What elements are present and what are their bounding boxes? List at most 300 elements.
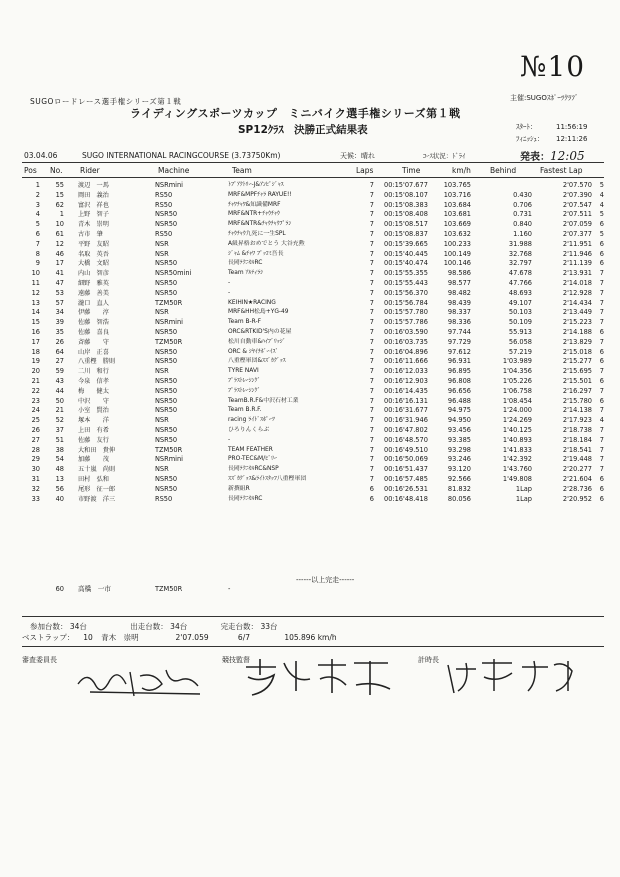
cell-laps: 7	[369, 474, 374, 483]
weather: 天候：晴れ	[340, 152, 375, 160]
finishers-label: 完走台数：	[220, 622, 259, 631]
cell-no: 21	[55, 406, 64, 415]
cell-no: 15	[55, 190, 64, 199]
cell-pos: 12	[31, 288, 40, 297]
cell-laps: 7	[369, 259, 374, 268]
cell-pos: 8	[35, 249, 40, 258]
cell-machine: NSR50	[155, 484, 178, 493]
cell-rider: 今泉 信孝	[78, 377, 109, 385]
cell-pos: 16	[31, 327, 40, 336]
cell-rider: 内山 智彦	[78, 270, 109, 278]
result-row	[0, 377, 620, 387]
cell-rider: 加藤 茂	[78, 456, 109, 464]
cell-no: 54	[55, 455, 64, 464]
result-row	[0, 406, 620, 416]
race-director-label: 競技監督	[222, 656, 250, 664]
cell-no: 62	[55, 200, 64, 209]
result-row	[0, 426, 620, 436]
cell-behind: 32.768	[508, 249, 532, 258]
cell-machine: NSR50	[155, 474, 178, 483]
cell-laps: 7	[369, 308, 374, 317]
divider	[22, 646, 604, 647]
cell-fln: 7	[599, 406, 604, 415]
cell-rider: 八重樫 勝則	[78, 358, 116, 366]
cell-pos: 20	[31, 367, 40, 376]
cell-laps: 7	[369, 386, 374, 395]
starters-label: 出走台数：	[130, 622, 168, 631]
cell-behind: 1'43.760	[502, 465, 532, 474]
cell-pos: 31	[31, 474, 40, 483]
cell-kmh: 93.385	[447, 435, 471, 444]
cell-kmh: 80.056	[447, 494, 471, 503]
cell-time: 00:16'16.131	[384, 396, 428, 405]
cell-machine: RS50	[155, 190, 173, 199]
entries-label: 参加台数：	[30, 622, 68, 631]
cell-pos: 33	[31, 494, 40, 503]
start-label: ｽﾀｰﾄ：	[516, 123, 537, 131]
cell-laps: 7	[369, 327, 374, 336]
cell-fln: 6	[599, 347, 604, 356]
result-row	[0, 220, 620, 230]
best-lap-rider: 青木 崇明	[101, 633, 139, 642]
cell-rider: 渡辺 一馬	[78, 182, 109, 189]
cell-behind: 31.988	[508, 239, 532, 248]
cell-behind: 1'40.893	[502, 435, 532, 444]
cell-kmh: 103.765	[443, 181, 471, 189]
cell-laps: 7	[369, 465, 374, 474]
cell-time: 00:16'57.485	[384, 474, 428, 483]
result-row	[0, 475, 620, 485]
result-row	[0, 240, 620, 250]
cell-team: Team ｱﾙﾃｨﾗｼ	[228, 270, 264, 277]
cell-no: 52	[55, 416, 64, 425]
cell-team: MRF&NTR+ﾁｬｳﾁｬｳ	[228, 211, 280, 218]
cell-fl: 2'07.059	[562, 220, 592, 229]
cell-fl: 2'11.946	[562, 249, 592, 258]
cell-kmh: 97.729	[447, 337, 471, 346]
cell-no: 44	[55, 386, 64, 395]
cell-kmh: 98.577	[447, 278, 471, 287]
cell-fln: 6	[599, 327, 604, 336]
cell-fl: 2'21.604	[562, 474, 592, 483]
cell-time: 00:15'40.445	[384, 249, 428, 258]
cell-behind: 0.731	[513, 210, 532, 219]
cell-machine: NSRmini	[155, 181, 183, 189]
cell-no: 37	[55, 425, 64, 434]
best-lap-row	[22, 632, 337, 643]
result-row	[0, 416, 620, 426]
best-lap-speed: 105.896 km/h	[284, 633, 337, 642]
cell-kmh: 103.684	[443, 200, 471, 209]
cell-machine: NSR	[155, 249, 169, 258]
cell-rider: 田村 弘和	[78, 475, 109, 483]
result-row	[0, 289, 620, 299]
cell-fln: 7	[599, 278, 604, 287]
cell-laps: 7	[369, 220, 374, 229]
cell-fl: 2'07.511	[562, 210, 592, 219]
result-row	[0, 465, 620, 475]
cell-kmh: 93.246	[447, 455, 471, 464]
result-row	[0, 397, 620, 407]
venue: SUGO INTERNATIONAL RACINGCOURSE (3.73750Km)	[82, 151, 281, 160]
cell-time: 00:15'56.784	[384, 298, 428, 307]
cell-fln: 6	[599, 376, 604, 385]
cell-time: 00:16'31.946	[384, 416, 428, 425]
finish-label: ﾌｨﾆｯｼｭ：	[516, 135, 544, 143]
cell-machine: NSR50	[155, 396, 178, 405]
cell-fl: 2'18.541	[562, 445, 592, 454]
cell-pos: 1	[35, 181, 40, 189]
cell-rider: 尾形 征一郎	[78, 485, 116, 493]
cell-rider: 平野 友昭	[78, 240, 109, 248]
cell-machine: NSR	[155, 308, 169, 317]
timekeeper-label: 計時長	[418, 656, 439, 664]
cell-fl: 2'15.780	[562, 396, 592, 405]
cell-rider: 佐藤 喜良	[78, 328, 109, 336]
cell-team: -	[228, 436, 231, 443]
result-row	[0, 446, 620, 456]
cell-rider: 斉藤 守	[78, 338, 109, 346]
cell-time: 00:15'40.474	[384, 259, 428, 268]
cell-fln: 4	[599, 416, 604, 425]
cell-no: 1	[59, 210, 64, 219]
cell-laps: 7	[369, 181, 374, 189]
cell-machine: NSR50mini	[155, 269, 192, 278]
result-row	[0, 318, 620, 328]
cell-laps: 7	[369, 396, 374, 405]
cell-no: 53	[55, 288, 64, 297]
finishers-value: 33台	[260, 622, 278, 631]
cell-pos: 24	[31, 406, 40, 415]
cell-rider: 名取 英吾	[78, 250, 109, 258]
cell-laps: 7	[369, 278, 374, 287]
cell-laps: 6	[369, 494, 374, 503]
cell-no: 38	[55, 445, 64, 454]
cell-fln: 5	[599, 210, 604, 219]
cell-pos: 30	[31, 465, 40, 474]
cell-no: 17	[55, 259, 64, 268]
finish-time: 12:11:26	[556, 135, 588, 143]
cell-laps: 7	[369, 357, 374, 366]
cell-fl: 2'11.139	[562, 259, 592, 268]
cell-team: ｼﾞｬﾑ &ﾁｬﾜ ﾌﾟｯｺﾐ吾長	[228, 250, 284, 257]
cell-behind: 1'04.356	[502, 367, 532, 376]
chief-steward-signature	[70, 662, 220, 702]
cell-fln: 7	[599, 455, 604, 464]
cell-team: 松川自動車&ﾊｲﾌﾞﾘｯｼﾞ	[228, 338, 286, 345]
cell-rider: 山岸 正喜	[78, 348, 109, 356]
cell-fln: 6	[599, 484, 604, 493]
cell-pos: 17	[31, 337, 40, 346]
cell-kmh: 100.149	[443, 249, 471, 258]
cell-fl: 2'16.297	[562, 386, 592, 395]
cell-machine: NSR50	[155, 327, 178, 336]
cell-fln: 6	[599, 474, 604, 483]
cell-fl: 2'13.829	[562, 337, 592, 346]
cell-laps: 7	[369, 406, 374, 415]
cell-team: 長岡ﾃｸﾆｶﾙRC	[228, 495, 263, 502]
entries-value: 34台	[69, 622, 87, 631]
cell-fl: 2'15.277	[562, 357, 592, 366]
cell-kmh: 96.656	[447, 386, 471, 395]
cell-rider: 五十嵐 尚則	[78, 466, 116, 474]
cell-behind: 1'03.989	[502, 357, 532, 366]
cell-no: 27	[55, 357, 64, 366]
cell-behind: 47.766	[508, 278, 532, 287]
cell-time: 00:15'55.443	[384, 278, 428, 287]
cell-behind: 49.107	[508, 298, 532, 307]
cell-behind: 32.797	[508, 259, 532, 268]
cell-kmh: 98.337	[447, 308, 471, 317]
cell-kmh: 93.298	[447, 445, 471, 454]
organizer: 主催:SUGOｽﾎﾟｰﾂｸﾗﾌﾞ	[510, 94, 579, 102]
cell-no: 57	[55, 298, 64, 307]
cell-pos: 7	[35, 239, 40, 248]
col-machine: Machine	[158, 166, 190, 175]
cell-time: 00:15'08.517	[384, 220, 428, 229]
cell-fln: 6	[599, 259, 604, 268]
best-lap-lap: 6/7	[237, 633, 250, 642]
cell-time: 00:16'49.510	[384, 445, 428, 454]
cell-team: ﾌﾟﾗｽﾄﾚｰｼﾝｸﾞ	[228, 387, 261, 394]
cell-time: 00:15'39.665	[384, 239, 428, 248]
cell-machine: NSR50	[155, 259, 178, 268]
divider	[22, 177, 604, 178]
cell-no: 64	[55, 347, 64, 356]
cell-pos: 25	[31, 416, 40, 425]
page-title: ライディングスポーツカップ ミニバイク選手権シリーズ第１戦	[130, 107, 461, 120]
cell-fl: 2'12.928	[562, 288, 592, 297]
cell-no: 46	[55, 249, 64, 258]
cell-team: MRF&MPFﾁｬﾗ RAYUE!!	[228, 191, 292, 198]
cell-rider: 二川 和行	[78, 368, 109, 376]
cell-pos: 26	[31, 425, 40, 434]
cell-fln: 7	[599, 288, 604, 297]
best-lap-time: 2'07.059	[175, 633, 209, 642]
cell-rider: 梅 健太	[78, 387, 109, 395]
cell-rider: 伊藤 淳	[78, 309, 109, 317]
cell-laps: 7	[369, 445, 374, 454]
cell-laps: 7	[369, 210, 374, 219]
chief-steward-label: 審査委員長	[22, 656, 57, 664]
cell-team: TeamB.R.F&中沢石材工業	[228, 397, 299, 404]
cell-team: ｽｽﾞｶｸﾞｯｽ&ﾗｲﾄｽﾀｯﾌ八重樫軍団	[228, 475, 307, 482]
cell-fln: 7	[599, 445, 604, 454]
cell-machine: NSR50	[155, 435, 178, 444]
cell-team: ORC&RTKID'S内の花屋	[228, 328, 292, 335]
cell-kmh: 96.895	[447, 367, 471, 376]
cell-no: 59	[55, 367, 64, 376]
cell-laps: 7	[369, 416, 374, 425]
cell-machine: NSR50	[155, 386, 178, 395]
cell-no: 51	[55, 435, 64, 444]
cell-machine: NSR50	[155, 376, 178, 385]
cell-kmh: 103.632	[443, 229, 471, 238]
cell-no: 26	[55, 337, 64, 346]
cell-machine: NSR	[155, 239, 169, 248]
cell-no: 50	[55, 396, 64, 405]
col-laps: Laps	[356, 166, 374, 175]
cell-laps: 7	[369, 298, 374, 307]
cell-fln: 7	[599, 298, 604, 307]
cell-pos: 27	[31, 435, 40, 444]
cell-machine: NSRmini	[155, 455, 183, 464]
cell-rider: 瀧口 直人	[78, 299, 109, 307]
cell-fl: 2'14.434	[562, 298, 592, 307]
cell-behind: 0.430	[513, 190, 532, 199]
cell-machine: TZM50R	[155, 337, 183, 346]
cell-behind: 47.678	[508, 269, 532, 278]
cell-machine: RS50	[155, 229, 173, 238]
cell-fl: 2'17.923	[562, 416, 592, 425]
cell-pos: 13	[31, 298, 40, 307]
cell-fln: 4	[599, 200, 604, 209]
cell-kmh: 97.744	[447, 327, 471, 336]
cell-machine: NSR50	[155, 278, 178, 287]
cell-team: Team B.R.F.	[228, 407, 262, 414]
cell-pos: 28	[31, 445, 40, 454]
cell-machine: NSR50	[155, 425, 178, 434]
cell-time: 00:16'12.903	[384, 376, 428, 385]
cell-machine: NSR	[155, 416, 169, 425]
cell-fln: 7	[599, 318, 604, 327]
cell-kmh: 98.336	[447, 318, 471, 327]
series-name: SUGOロードレース選手権シリーズ第１戦	[30, 97, 182, 106]
cell-rider: 上野 智子	[78, 211, 109, 219]
cell-kmh: 96.808	[447, 376, 471, 385]
cell-time: 00:16'31.677	[384, 406, 428, 415]
cell-fl: 2'19.448	[562, 455, 592, 464]
cell-fl: 2'13.449	[562, 308, 592, 317]
cell-time: 00:16'11.666	[384, 357, 428, 366]
cell-behind: 1.160	[513, 229, 532, 238]
cell-behind: 1'24.000	[502, 406, 532, 415]
cell-time: 00:15'07.677	[384, 181, 428, 189]
result-row	[0, 191, 620, 201]
cell-fl: 2'20.952	[562, 494, 592, 503]
document-number: №10	[520, 50, 586, 83]
cell-laps: 6	[369, 484, 374, 493]
result-row	[0, 308, 620, 318]
cell-rider: 中沢 守	[78, 397, 109, 405]
cell-behind: 1Lap	[515, 484, 532, 493]
cell-machine: NSR50	[155, 220, 178, 229]
result-row	[0, 250, 620, 260]
cell-fln: 6	[599, 494, 604, 503]
cell-fl: 2'18.184	[562, 435, 592, 444]
cell-rider: 細野 雅英	[78, 279, 109, 287]
best-lap-label: ベストラップ：	[22, 633, 75, 642]
cell-no: 39	[55, 318, 64, 327]
cell-team: 新撰組R	[228, 485, 250, 492]
result-row	[0, 230, 620, 240]
cell-behind: 1'42.392	[502, 455, 532, 464]
cell-machine: RS50	[155, 200, 173, 209]
result-row	[0, 210, 620, 220]
cell-time: 00:16'50.069	[384, 455, 428, 464]
cell-fl: 2'13.931	[562, 269, 592, 278]
result-row	[0, 387, 620, 397]
cell-team: TYRE NAVI	[228, 368, 259, 375]
cell-time: 00:15'57.780	[384, 308, 428, 317]
page-subtitle: SP12ｸﾗｽ 決勝正式結果表	[238, 124, 368, 136]
cell-pos: 2	[35, 190, 40, 199]
cell-rider: 小室 賢治	[78, 407, 109, 415]
cell-time: 00:16'48.418	[384, 494, 428, 503]
cell-laps: 7	[369, 200, 374, 209]
cell-kmh: 81.832	[447, 484, 471, 493]
cell-rider: 市野渡 洋三	[78, 495, 116, 503]
col-kmh: km/h	[452, 166, 471, 175]
cell-fl: 2'07.390	[562, 190, 592, 199]
cell-behind: 1'05.226	[502, 376, 532, 385]
col-fastest: Fastest Lap	[540, 166, 583, 175]
cell-machine: NSR50	[155, 210, 178, 219]
cell-fl: 2'20.277	[562, 465, 592, 474]
cell-fln: 7	[599, 269, 604, 278]
cell-time: 00:16'14.435	[384, 386, 428, 395]
cell-laps: 7	[369, 425, 374, 434]
cell-behind: 1Lap	[515, 494, 532, 503]
cell-team: ﾁｬｳﾁｬｳ九死に一生SPL	[228, 230, 286, 237]
cell-rider: 塚本 洋	[78, 417, 109, 425]
cell-no: 47	[55, 278, 64, 287]
cell-pos: 32	[31, 484, 40, 493]
cell-no: 10	[55, 220, 64, 229]
result-row	[0, 328, 620, 338]
cell-team: ﾁｬﾜﾁｬﾜ&知識備MRF	[228, 201, 281, 208]
cell-time: 00:16'03.735	[384, 337, 428, 346]
cell-fl: 2'15.695	[562, 367, 592, 376]
race-date: 03.04.06	[24, 151, 58, 160]
start-time: 11:56:19	[556, 123, 588, 131]
cell-rider: 古市 肇	[78, 230, 103, 238]
cell-pos: 10	[31, 269, 40, 278]
cell-machine: TZM50R	[155, 585, 183, 593]
cell-behind: 50.109	[508, 318, 532, 327]
cell-time: 00:15'55.355	[384, 269, 428, 278]
cell-team: -	[228, 585, 231, 593]
cell-behind: 56.058	[508, 337, 532, 346]
cell-kmh: 94.950	[447, 416, 471, 425]
divider	[22, 162, 604, 163]
cell-time: 00:16'26.531	[384, 484, 428, 493]
cell-pos: 9	[35, 259, 40, 268]
cell-team: racing ﾗｲﾄﾞｽﾎﾟｰﾂ	[228, 417, 275, 424]
cell-rider: 富沢 祥也	[78, 201, 109, 209]
published-label: 発表：	[520, 152, 550, 163]
finish-time-row	[516, 134, 587, 144]
cell-no: 35	[55, 327, 64, 336]
cell-kmh: 100.146	[443, 259, 471, 268]
published-time	[520, 148, 585, 163]
cell-team: -	[228, 279, 231, 286]
cell-behind: 1'06.758	[502, 386, 532, 395]
cell-pos: 3	[35, 200, 40, 209]
cell-pos: 14	[31, 308, 40, 317]
result-row	[0, 348, 620, 358]
cell-kmh: 103.681	[443, 210, 471, 219]
cell-laps: 7	[369, 190, 374, 199]
col-time: Time	[402, 166, 421, 175]
cell-fln: 7	[599, 435, 604, 444]
cell-behind: 1'41.833	[502, 445, 532, 454]
cell-behind: 1'08.454	[502, 396, 532, 405]
cell-fln: 6	[599, 249, 604, 258]
col-rider: Rider	[80, 166, 100, 175]
cell-time: 00:15'08.408	[384, 210, 428, 219]
cell-kmh: 94.975	[447, 406, 471, 415]
